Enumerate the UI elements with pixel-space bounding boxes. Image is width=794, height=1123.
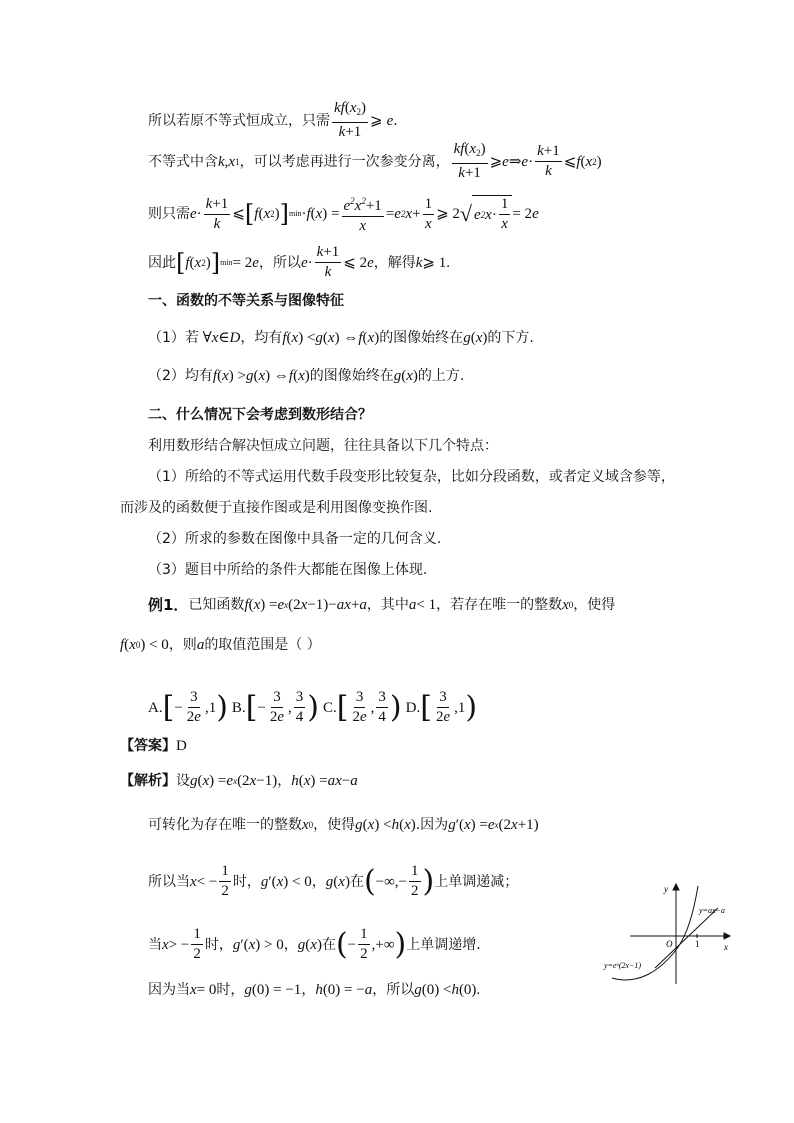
text: ，可以考虑再进行一次参变分离， [239,153,450,170]
fraction: $\frac{3}{2e}$ [269,689,285,725]
text: 可转化为存在唯一的整数 [148,817,302,833]
text: ，所以 [372,982,415,998]
text: ， [311,873,326,890]
text: 因此 [148,254,176,271]
fraction: $\frac{k+1}{k}$ [537,143,560,179]
answer-options: A. [ − $\frac{3}{2e}$ ,1 ) B. [ − $\frac{3}{2e}$ , $\frac{3}{4}$ ) C. [ $\frac{3}{2e}$ , $\frac{3}{4}$ ) D. [ $\frac{3}{2e}$ ,1 ) [148,689,478,725]
fraction: $\frac{e^2x^2+1}{x}$ [342,193,384,235]
text: 在 [349,873,364,890]
text: 设 [176,773,190,789]
solution-line-2: 可转化为存在唯一的整数 x 0 ，使得 g ( x ) < h ( x ) .因为 g ′( x ) = e x (2 x +1) [148,817,539,833]
fraction: $\frac{3}{4}$ [378,689,386,725]
fraction: $\frac{3}{4}$ [295,689,304,725]
text: ，使得 [573,597,616,613]
fraction: $\frac{1}{2}$ [360,926,368,962]
text-line-4: 因此 [ f ( x 2 ) ] min = 2 e ，所以 e · $\frac{k+1}{k}$ ⩽ 2 e ，解得 k ⩾ 1. [148,244,450,280]
text: 则只需 [148,206,190,222]
text: 的图像始终在 [379,330,464,346]
option-d-label: D. [405,699,421,716]
text: ，所以 [258,254,301,271]
text-line-p3: 利用数形结合解决恒成立问题，往往具备以下几个特点： [148,438,498,454]
text: 的下方. [487,330,534,346]
text: 的上方. [417,368,465,384]
section-heading-2: 二、什么情况下会考虑到数形结合？ [148,407,372,423]
text: ，均有 [240,330,283,346]
x-axis-arrow [724,933,730,939]
text: .因为 [415,817,449,833]
text: ，若存在唯一的整数 [436,597,563,613]
text: 上单调递增. [406,936,481,953]
text-line-p5: 而涉及的函数便于直接作图或是利用图像变换作图. [120,500,433,516]
text: ， [301,982,316,998]
text: ，则 [168,637,197,653]
text: ，解得 [373,254,416,271]
fraction: $\frac{1}{x}$ [424,195,433,232]
text: 所以若原不等式恒成立，只需 [148,112,330,129]
text: 的取值范围是（ ） [204,637,321,653]
line-h [655,908,718,968]
text: 当 [148,936,162,953]
origin-label: O [666,939,673,949]
answer-line [120,737,187,755]
solution-line-1: 【解析】 设 g ( x ) = e x (2 x −1) ， h ( x ) = ax − a [120,773,358,789]
text: 上单调递减； [434,873,519,890]
text: ， [283,936,298,953]
option-a-label: A. [148,699,163,716]
text: 时， [204,936,233,953]
example-line-2: f ( x 0 ) < 0 ，则 a 的取值范围是（ ） [120,637,321,653]
fraction: $\frac{kf(x_2)}{k+1}$ [453,141,486,181]
text: （2）均有 [148,368,213,384]
text-line-3: 则只需 e · $\frac{k+1}{k}$ ⩽ [ f ( x 2 ) ] min · f ( x ) = $\frac{e^2x^2+1}{x}$ = e 2 x + $\frac{1}{x}$ ⩾ 2 √ e 2 x · $\frac{1}{x}$ = 2 e [148,193,539,235]
text: 已知函数 [188,597,245,613]
y-axis-arrow [673,884,679,890]
option-b-label: B. [231,699,246,716]
text-line-p1: （1）若 ∀ x ∈ D ，均有 f ( x ) < g ( x ) ⇔ f ( x ) 的图像始终在 g ( x ) 的下方. [148,330,534,346]
fraction: $\frac{3}{2e}$ [352,689,367,725]
solution-line-3: 所以当 x < − $\frac{1}{2}$ 时， g ′( x ) < 0 ， g ( x ) 在 ( −∞,− $\frac{1}{2}$ ) 上单调递减； [148,863,519,899]
fraction: $\frac{3}{2e}$ [435,689,451,725]
fraction: $\frac{1}{2}$ [193,926,201,962]
y-axis-label: y [664,884,668,894]
line-h-label: y=ax−a [699,906,725,915]
text: . [393,112,398,129]
x-axis-label: x [724,942,728,952]
solution-line-5: 因为当 x = 0 时， g (0) = −1 ， h (0) = − a ，所以 g (0) < h (0). [148,982,481,998]
text: ，使得 [313,817,356,833]
fraction: $\frac{k+1}{k}$ [205,195,229,232]
fraction: $\frac{kf(x_2)}{k+1}$ [334,100,366,140]
text-line-2: 不等式中含 k , x 1 ，可以考虑再进行一次参变分离， $\frac{kf(x_2)}{k+1}$ ⩾ e ⇒ e · $\frac{k+1}{k}$ ⩽ f ( x 2 ) [148,141,602,181]
text-line-1: 所以若原不等式恒成立，只需 $\frac{kf(x_2)}{k+1}$ ⩾ e . [148,100,398,140]
text-line-p2: （2）均有 f ( x ) > g ( x ) ⇔ f ( x ) 的图像始终在 g ( x ) 的上方. [148,368,465,384]
fraction: $\frac{1}{2}$ [411,863,419,899]
sqrt: √ e 2 x · $\frac{1}{x}$ [460,195,512,233]
text-line-p6: （2）所求的参数在图像中具备一定的几何含义. [148,531,442,547]
solution-line-4: 当 x > − $\frac{1}{2}$ 时， g ′( x ) > 0 ， g ( x ) 在 ( − $\frac{1}{2}$ ,+∞ ) 上单调递增. [148,926,481,962]
text: ，其中 [366,597,409,613]
text: 时， [232,873,261,890]
fraction: $\frac{1}{2}$ [221,863,229,899]
solution-label: 【解析】 [120,773,176,789]
text-line-p7: （3）题目中所给的条件大都能在图像上体现. [148,562,428,578]
function-graph [600,880,732,990]
section-heading-1: 一、函数的不等关系与图像特征 [148,293,344,309]
curve-g-label: y=eˣ(2x−1) [604,961,642,970]
answer-value: D [176,738,187,754]
text: 不等式中含 [148,153,218,170]
answer-label: 【答案】 [120,738,176,754]
text-line-p4: （1）所给的不等式运用代数手段变形比较复杂，比如分段函数，或者定义域含参等， [148,469,675,485]
text: 因为当 [148,982,190,998]
text: （1）若 [148,330,199,346]
text: 在 [321,936,336,953]
text: 所以当 [148,873,190,890]
fraction: $\frac{k+1}{k}$ [316,244,340,280]
fraction: $\frac{3}{2e}$ [186,689,201,725]
example-line-1: 例1． 已知函数 f ( x ) = e x (2 x −1)− ax + a ，其中 a < 1 ，若存在唯一的整数 x 0 ，使得 [148,596,616,614]
text: 时， [216,982,245,998]
option-c-label: C. [323,699,337,716]
text: 的图像始终在 [309,368,394,384]
example-label: 例1． [148,596,189,614]
tick-one-label: 1 [695,939,700,949]
text: ， [277,773,292,789]
